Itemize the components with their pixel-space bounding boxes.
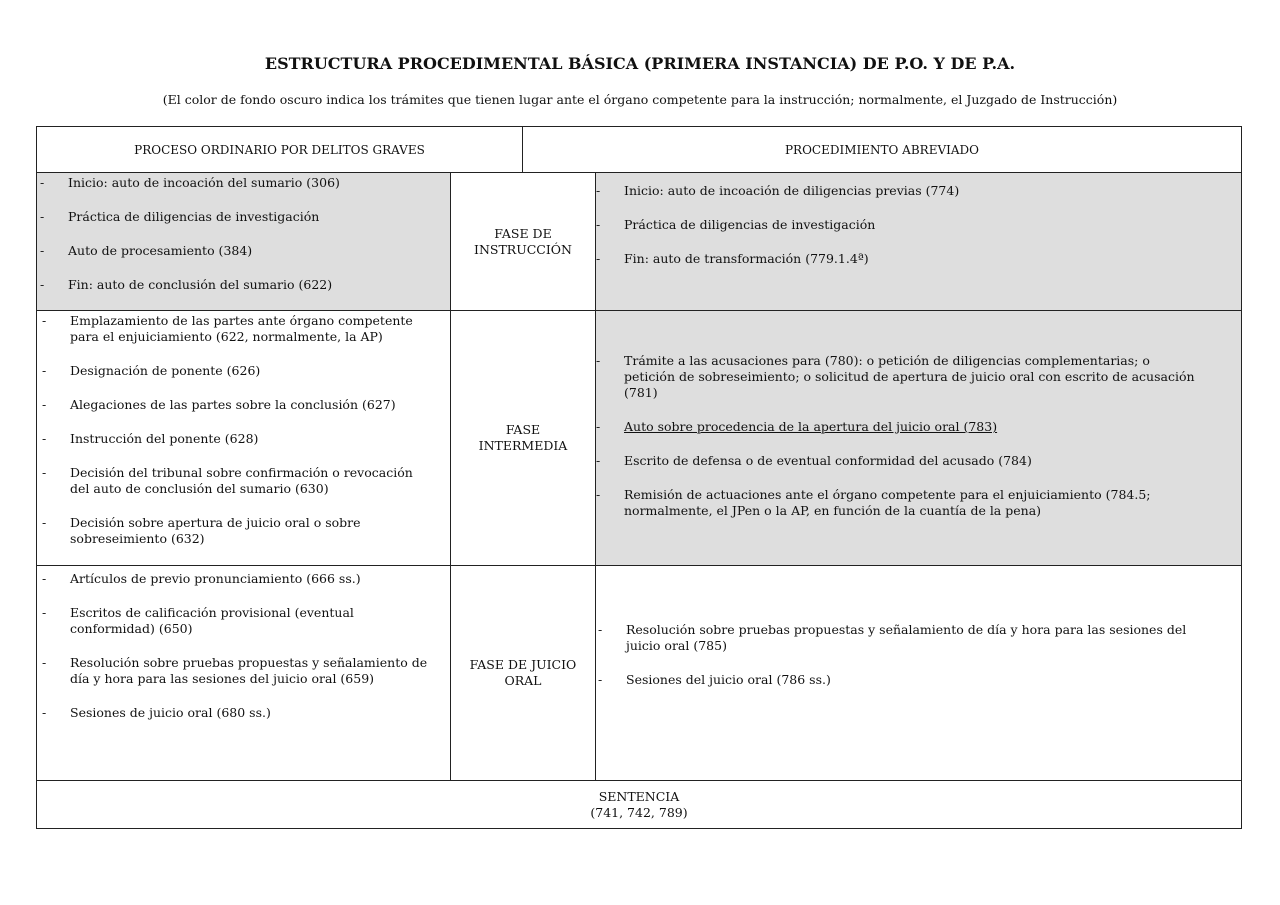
judgment-label: SENTENCIA bbox=[598, 788, 680, 804]
column-header-abbreviated-procedure: PROCEDIMIENTO ABREVIADO bbox=[522, 126, 1242, 173]
oral-trial-phase-ordinary-cell bbox=[36, 565, 451, 781]
list-item: - Auto de procesamiento (384) bbox=[40, 243, 253, 258]
list-item: - Sesiones del juicio oral (786 ss.) bbox=[598, 672, 831, 687]
intermediate-phase-ordinary-list bbox=[42, 313, 436, 547]
instruction-phase-ordinary-cell bbox=[36, 172, 451, 311]
list-item: - Inicio: auto de incoación del sumario (306) bbox=[40, 175, 340, 190]
list-item: - Práctica de diligencias de investigación bbox=[596, 217, 876, 232]
judgment-articles: (741, 742, 789) bbox=[590, 804, 688, 820]
phase-label-instruction: FASE DE INSTRUCCIÓN bbox=[450, 172, 596, 311]
list-item: - Emplazamiento de las partes ante órgano competente para el enjuiciamiento (622, normalmente, la AP) bbox=[42, 313, 413, 344]
list-item: - Decisión sobre apertura de juicio oral o sobre sobreseimiento (632) bbox=[42, 515, 361, 546]
instruction-phase-abbreviated-cell bbox=[595, 172, 1242, 311]
list-item: - Inicio: auto de incoación de diligencias previas (774) bbox=[596, 183, 960, 198]
list-item: - Auto sobre procedencia de la apertura del juicio oral (783) bbox=[596, 419, 998, 434]
instruction-phase-ordinary-list bbox=[40, 175, 442, 293]
list-item: - Alegaciones de las partes sobre la conclusión (627) bbox=[42, 397, 396, 412]
list-item: - Práctica de diligencias de investigación bbox=[40, 209, 320, 224]
intermediate-phase-abbreviated-cell bbox=[595, 310, 1242, 566]
list-item: - Fin: auto de transformación (779.1.4ª) bbox=[596, 251, 869, 266]
list-item: - Trámite a las acusaciones para (780): o petición de diligencias complementarias; o petición de sobreseimiento; o solicitud de apertura de juicio oral con escrito de acusación (781) bbox=[596, 353, 1195, 400]
instruction-phase-abbreviated-list bbox=[596, 183, 1221, 267]
list-item: - Instrucción del ponente (628) bbox=[42, 431, 259, 446]
document-subtitle: (El color de fondo oscuro indica los trámites que tienen lugar ante el órgano competente para la instrucción; normalmente, el Juzgado de Instrucción) bbox=[162, 92, 1118, 107]
intermediate-phase-ordinary-cell bbox=[36, 310, 451, 566]
list-item: - Artículos de previo pronunciamiento (666 ss.) bbox=[42, 571, 361, 586]
column-header-ordinary-process: PROCESO ORDINARIO POR DELITOS GRAVES bbox=[36, 126, 523, 173]
intermediate-phase-abbreviated-list bbox=[596, 353, 1201, 519]
list-item: - Fin: auto de conclusión del sumario (622) bbox=[40, 277, 333, 292]
list-item: - Escrito de defensa o de eventual conformidad del acusado (784) bbox=[596, 453, 1032, 468]
list-item: - Escritos de calificación provisional (eventual conformidad) (650) bbox=[42, 605, 354, 636]
list-item: - Sesiones de juicio oral (680 ss.) bbox=[42, 705, 271, 720]
oral-trial-phase-ordinary-list bbox=[42, 571, 436, 721]
list-item: - Resolución sobre pruebas propuestas y señalamiento de día y hora para las sesiones del juicio oral (785) bbox=[598, 622, 1187, 653]
oral-trial-phase-abbreviated-list bbox=[598, 622, 1219, 688]
list-item: - Remisión de actuaciones ante el órgano competente para el enjuiciamiento (784.5; normalmente, el JPen o la AP, en función de la cuantía de la pena) bbox=[596, 487, 1151, 518]
procedure-table bbox=[36, 126, 1242, 829]
document-title: ESTRUCTURA PROCEDIMENTAL BÁSICA (PRIMERA INSTANCIA) DE P.O. Y DE P.A. bbox=[264, 54, 1016, 73]
list-item: - Resolución sobre pruebas propuestas y señalamiento de día y hora para las sesiones del juicio oral (659) bbox=[42, 655, 428, 686]
oral-trial-phase-abbreviated-cell bbox=[595, 565, 1242, 781]
list-item: - Designación de ponente (626) bbox=[42, 363, 261, 378]
list-item: - Decisión del tribunal sobre confirmación o revocación del auto de conclusión del sumario (630) bbox=[42, 465, 413, 496]
phase-label-oral-trial: FASE DE JUICIO ORAL bbox=[450, 565, 596, 781]
judgment-cell bbox=[36, 780, 1242, 829]
phase-label-intermediate: FASE INTERMEDIA bbox=[450, 310, 596, 566]
